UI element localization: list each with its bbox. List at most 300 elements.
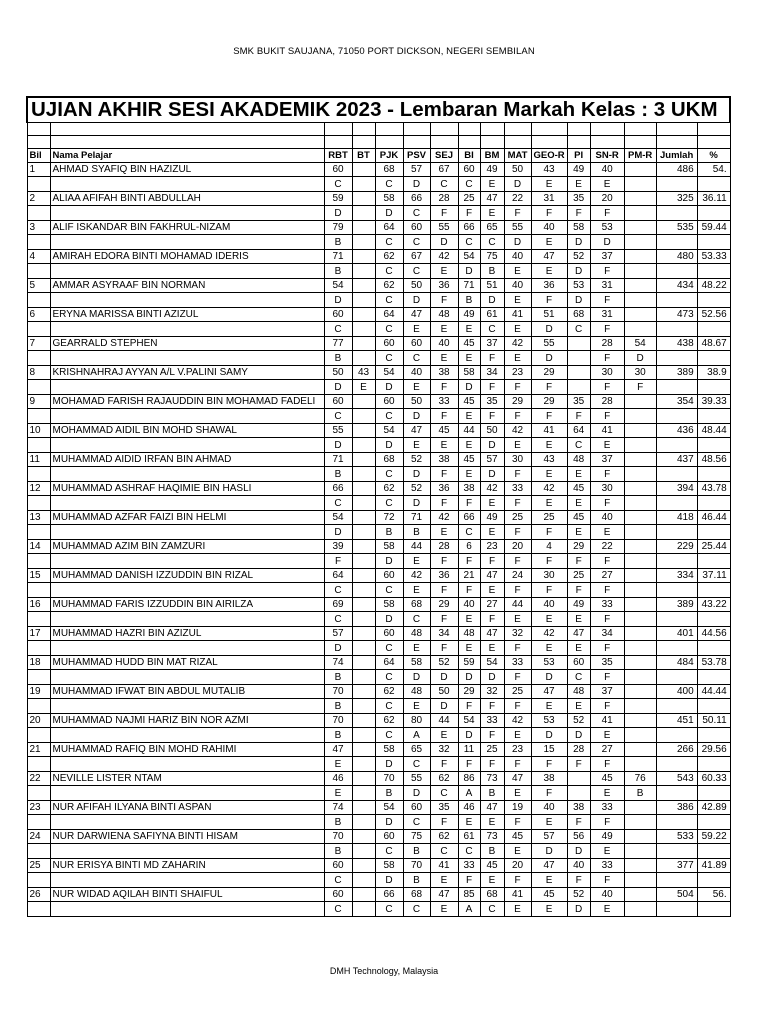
percentage: 44.44 (697, 685, 730, 699)
sheet-title: UJIAN AKHIR SESI AKADEMIK 2023 - Lembaran Markah Kelas : 3 UKM (27, 97, 730, 123)
subject-grade: D (624, 351, 656, 366)
subject-mark: 57 (480, 453, 504, 467)
subject-grade (624, 438, 656, 453)
subject-mark: 66 (403, 192, 430, 206)
subject-grade: D (567, 293, 590, 308)
subject-mark: 55 (430, 221, 458, 235)
subject-grade (352, 351, 375, 366)
student-number: 3 (27, 221, 50, 235)
subject-grade (697, 409, 730, 424)
subject-mark: 33 (458, 859, 480, 873)
subject-mark (624, 308, 656, 322)
subject-grade (656, 438, 697, 453)
subject-mark (352, 395, 375, 409)
subject-grade (656, 525, 697, 540)
subject-mark: 58 (458, 366, 480, 380)
subject-grade (656, 380, 697, 395)
total-mark: 437 (656, 453, 697, 467)
subject-grade: D (531, 844, 567, 859)
student-grades-row (27, 438, 730, 453)
subject-grade: C (403, 264, 430, 279)
subject-mark: 37 (590, 685, 624, 699)
subject-mark: 36 (430, 482, 458, 496)
subject-mark: 47 (567, 627, 590, 641)
subject-grade: C (567, 438, 590, 453)
subject-mark: 21 (458, 569, 480, 583)
subject-mark: 76 (624, 772, 656, 786)
subject-grade: E (504, 902, 531, 917)
subject-mark: 48 (403, 627, 430, 641)
subject-grade: F (480, 612, 504, 627)
subject-grade (697, 844, 730, 859)
subject-mark: 64 (375, 308, 403, 322)
subject-mark: 33 (480, 714, 504, 728)
subject-grade (656, 206, 697, 221)
subject-grade: E (403, 322, 430, 337)
subject-grade: D (567, 728, 590, 743)
column-header: Bil (27, 149, 50, 163)
subject-grade: E (590, 728, 624, 743)
subject-mark: 11 (458, 743, 480, 757)
subject-mark: 57 (403, 163, 430, 177)
percentage: 38.9 (697, 366, 730, 380)
subject-mark: 40 (504, 250, 531, 264)
subject-grade (352, 612, 375, 627)
empty-cell (50, 496, 324, 511)
total-mark: 334 (656, 569, 697, 583)
subject-mark: 60 (375, 830, 403, 844)
subject-mark: 73 (480, 830, 504, 844)
subject-mark: 40 (403, 366, 430, 380)
student-marks-row (27, 279, 730, 293)
subject-grade: D (458, 380, 480, 395)
subject-grade: C (375, 641, 403, 656)
marks-sheet-table (26, 96, 731, 917)
column-header: PI (567, 149, 590, 163)
subject-mark (624, 859, 656, 873)
subject-grade: E (403, 583, 430, 598)
subject-grade: F (590, 641, 624, 656)
subject-mark: 41 (531, 424, 567, 438)
subject-mark: 62 (430, 772, 458, 786)
student-grades-row (27, 264, 730, 279)
subject-mark (624, 743, 656, 757)
student-grades-row (27, 525, 730, 540)
subject-grade: F (567, 554, 590, 569)
subject-mark: 40 (430, 337, 458, 351)
subject-mark: 55 (324, 424, 352, 438)
subject-grade (697, 293, 730, 308)
subject-mark: 34 (480, 366, 504, 380)
subject-grade (624, 699, 656, 714)
subject-mark: 42 (480, 482, 504, 496)
subject-grade: D (458, 264, 480, 279)
subject-grade: F (531, 583, 567, 598)
subject-grade: F (504, 409, 531, 424)
subject-grade: F (590, 612, 624, 627)
subject-grade: D (567, 844, 590, 859)
subject-grade: C (324, 322, 352, 337)
subject-grade (697, 873, 730, 888)
subject-grade: E (480, 583, 504, 598)
subject-mark: 40 (590, 511, 624, 525)
subject-mark: 33 (504, 656, 531, 670)
subject-grade (697, 612, 730, 627)
subject-mark: 68 (375, 453, 403, 467)
student-marks-row (27, 395, 730, 409)
subject-grade: E (531, 815, 567, 830)
subject-grade: D (480, 467, 504, 482)
student-number: 8 (27, 366, 50, 380)
subject-mark: 65 (480, 221, 504, 235)
subject-grade: C (375, 293, 403, 308)
subject-grade: E (458, 641, 480, 656)
student-number: 4 (27, 250, 50, 264)
subject-grade: F (624, 380, 656, 395)
subject-grade: F (480, 699, 504, 714)
student-grades-row (27, 583, 730, 598)
subject-grade: F (531, 293, 567, 308)
subject-grade (697, 902, 730, 917)
subject-mark: 62 (375, 250, 403, 264)
subject-mark: 47 (403, 424, 430, 438)
total-mark: 484 (656, 656, 697, 670)
empty-cell (27, 496, 50, 511)
subject-grade (697, 206, 730, 221)
subject-mark: 45 (458, 453, 480, 467)
empty-cell (50, 757, 324, 772)
subject-mark: 70 (324, 830, 352, 844)
total-mark: 473 (656, 308, 697, 322)
subject-mark (352, 192, 375, 206)
empty-cell (27, 351, 50, 366)
subject-mark: 62 (375, 714, 403, 728)
empty-cell (50, 380, 324, 395)
student-name: AMIRAH EDORA BINTI MOHAMAD IDERIS (50, 250, 324, 264)
subject-grade: E (531, 612, 567, 627)
student-marks-row (27, 656, 730, 670)
subject-mark (352, 743, 375, 757)
subject-grade (697, 554, 730, 569)
subject-grade (656, 786, 697, 801)
subject-mark: 60 (375, 627, 403, 641)
subject-grade: F (567, 757, 590, 772)
subject-mark: 73 (480, 772, 504, 786)
student-number: 17 (27, 627, 50, 641)
student-grades-row (27, 699, 730, 714)
subject-grade: B (403, 873, 430, 888)
subject-grade: C (324, 873, 352, 888)
student-name: MUHAMMAD HUDD BIN MAT RIZAL (50, 656, 324, 670)
subject-mark: 30 (531, 569, 567, 583)
subject-mark: 60 (375, 569, 403, 583)
subject-mark: 58 (375, 540, 403, 554)
student-grades-row (27, 351, 730, 366)
student-grades-row (27, 786, 730, 801)
student-grades-row (27, 380, 730, 395)
subject-mark: 35 (567, 192, 590, 206)
subject-mark (624, 714, 656, 728)
subject-grade: E (590, 438, 624, 453)
subject-grade: F (590, 380, 624, 395)
subject-mark: 67 (403, 250, 430, 264)
school-address: SMK BUKIT SAUJANA, 71050 PORT DICKSON, NEGERI SEMBILAN (233, 46, 535, 57)
subject-mark: 38 (531, 772, 567, 786)
subject-mark: 29 (458, 685, 480, 699)
subject-mark: 53 (531, 656, 567, 670)
subject-mark: 85 (458, 888, 480, 902)
subject-grade: E (324, 786, 352, 801)
subject-grade: B (324, 235, 352, 250)
subject-mark (352, 453, 375, 467)
subject-mark: 62 (375, 685, 403, 699)
subject-grade: D (480, 670, 504, 685)
student-number: 18 (27, 656, 50, 670)
student-name: GEARRALD STEPHEN (50, 337, 324, 351)
subject-mark (624, 250, 656, 264)
subject-mark: 58 (375, 743, 403, 757)
subject-grade (697, 351, 730, 366)
subject-grade: D (403, 496, 430, 511)
subject-grade: D (480, 293, 504, 308)
subject-grade (624, 322, 656, 337)
student-number: 6 (27, 308, 50, 322)
subject-grade: C (324, 583, 352, 598)
subject-mark: 44 (403, 540, 430, 554)
subject-mark: 47 (531, 859, 567, 873)
footer-credit: DMH Technology, Malaysia (329, 966, 439, 976)
subject-mark: 61 (480, 308, 504, 322)
subject-grade: E (504, 293, 531, 308)
total-mark: 480 (656, 250, 697, 264)
subject-mark: 60 (375, 395, 403, 409)
empty-cell (50, 815, 324, 830)
total-mark: 325 (656, 192, 697, 206)
subject-grade: D (567, 264, 590, 279)
subject-mark (624, 685, 656, 699)
student-grades-row (27, 815, 730, 830)
subject-grade (697, 583, 730, 598)
subject-grade (352, 206, 375, 221)
subject-grade: D (375, 873, 403, 888)
student-number: 14 (27, 540, 50, 554)
subject-grade: E (567, 467, 590, 482)
subject-mark (352, 598, 375, 612)
subject-mark (624, 279, 656, 293)
subject-grade: C (324, 902, 352, 917)
subject-mark: 58 (375, 192, 403, 206)
total-mark: 535 (656, 221, 697, 235)
subject-mark: 25 (504, 511, 531, 525)
subject-mark: 30 (590, 482, 624, 496)
subject-mark: 51 (480, 279, 504, 293)
empty-cell (50, 177, 324, 192)
empty-cell (50, 467, 324, 482)
subject-mark: 40 (567, 859, 590, 873)
student-marks-row (27, 366, 730, 380)
subject-mark: 54 (480, 656, 504, 670)
subject-grade: F (504, 583, 531, 598)
total-mark: 434 (656, 279, 697, 293)
subject-mark: 42 (504, 714, 531, 728)
subject-grade: F (567, 206, 590, 221)
subject-grade: D (375, 815, 403, 830)
subject-mark: 57 (324, 627, 352, 641)
subject-grade (624, 525, 656, 540)
student-marks-row (27, 627, 730, 641)
subject-grade (624, 728, 656, 743)
subject-mark: 60 (458, 163, 480, 177)
student-name: ALIAA AFIFAH BINTI ABDULLAH (50, 192, 324, 206)
subject-grade (656, 670, 697, 685)
subject-grade: F (430, 496, 458, 511)
subject-mark: 58 (567, 221, 590, 235)
subject-grade: E (590, 844, 624, 859)
subject-mark: 52 (403, 453, 430, 467)
subject-grade: B (624, 786, 656, 801)
student-marks-row (27, 221, 730, 235)
subject-mark: 23 (480, 540, 504, 554)
subject-grade: C (375, 177, 403, 192)
subject-mark: 47 (480, 801, 504, 815)
subject-grade (352, 264, 375, 279)
subject-grade: F (430, 757, 458, 772)
column-header: RBT (324, 149, 352, 163)
percentage: 48.67 (697, 337, 730, 351)
subject-grade (352, 525, 375, 540)
student-marks-row (27, 308, 730, 322)
subject-mark: 44 (458, 424, 480, 438)
subject-grade: E (458, 351, 480, 366)
subject-mark (352, 772, 375, 786)
subject-mark: 45 (480, 859, 504, 873)
subject-mark: 64 (375, 221, 403, 235)
student-grades-row (27, 641, 730, 656)
subject-grade: F (430, 206, 458, 221)
student-marks-row (27, 163, 730, 177)
subject-grade (624, 409, 656, 424)
empty-cell (27, 815, 50, 830)
subject-grade: F (430, 612, 458, 627)
subject-mark: 43 (531, 453, 567, 467)
blank-row (27, 123, 730, 136)
subject-mark: 42 (403, 569, 430, 583)
subject-grade: F (504, 380, 531, 395)
subject-grade (624, 496, 656, 511)
empty-cell (50, 844, 324, 859)
subject-mark: 69 (324, 598, 352, 612)
subject-grade: E (352, 380, 375, 395)
subject-mark: 60 (403, 801, 430, 815)
subject-mark: 23 (504, 366, 531, 380)
subject-mark: 60 (324, 308, 352, 322)
subject-mark (352, 685, 375, 699)
subject-grade: D (531, 670, 567, 685)
subject-grade: C (567, 322, 590, 337)
subject-grade: E (531, 438, 567, 453)
subject-grade: A (458, 902, 480, 917)
subject-grade: F (504, 670, 531, 685)
subject-mark: 54 (458, 714, 480, 728)
subject-mark (352, 511, 375, 525)
percentage: 25.44 (697, 540, 730, 554)
subject-grade: F (504, 206, 531, 221)
subject-mark: 47 (504, 772, 531, 786)
student-grades-row (27, 873, 730, 888)
subject-grade (656, 351, 697, 366)
student-marks-row (27, 569, 730, 583)
subject-grade: E (458, 322, 480, 337)
subject-grade: F (480, 554, 504, 569)
subject-mark: 41 (590, 424, 624, 438)
subject-grade: C (430, 786, 458, 801)
student-grades-row (27, 670, 730, 685)
subject-grade (656, 641, 697, 656)
blank-row (27, 136, 730, 149)
subject-grade (624, 264, 656, 279)
subject-mark: 47 (480, 192, 504, 206)
subject-mark: 59 (458, 656, 480, 670)
student-name: ALIF ISKANDAR BIN FAKHRUL-NIZAM (50, 221, 324, 235)
subject-mark: 33 (504, 482, 531, 496)
subject-grade: C (375, 467, 403, 482)
subject-grade: F (567, 409, 590, 424)
empty-cell (27, 612, 50, 627)
subject-mark: 28 (567, 743, 590, 757)
title-row (27, 97, 730, 123)
column-header: Nama Pelajar (50, 149, 324, 163)
empty-cell (50, 670, 324, 685)
subject-grade: E (324, 757, 352, 772)
subject-mark: 53 (567, 279, 590, 293)
subject-grade: E (480, 641, 504, 656)
subject-grade (656, 612, 697, 627)
column-header: BI (458, 149, 480, 163)
subject-mark: 37 (480, 337, 504, 351)
subject-mark (624, 511, 656, 525)
subject-mark: 70 (375, 772, 403, 786)
subject-grade: D (403, 786, 430, 801)
subject-grade: F (531, 206, 567, 221)
subject-grade (624, 612, 656, 627)
subject-grade (352, 641, 375, 656)
subject-mark: 31 (590, 308, 624, 322)
subject-grade: F (430, 380, 458, 395)
subject-mark (624, 424, 656, 438)
subject-grade: C (458, 525, 480, 540)
subject-mark: 66 (375, 888, 403, 902)
empty-cell (27, 438, 50, 453)
percentage: 53.78 (697, 656, 730, 670)
subject-mark: 44 (430, 714, 458, 728)
percentage: 60.33 (697, 772, 730, 786)
subject-mark: 65 (403, 743, 430, 757)
subject-mark: 30 (624, 366, 656, 380)
subject-mark: 47 (531, 250, 567, 264)
subject-grade: D (324, 206, 352, 221)
student-marks-row (27, 250, 730, 264)
subject-grade: D (375, 438, 403, 453)
subject-grade: F (590, 293, 624, 308)
subject-mark: 40 (590, 888, 624, 902)
student-number: 12 (27, 482, 50, 496)
subject-mark: 29 (531, 395, 567, 409)
subject-grade: F (324, 554, 352, 569)
percentage: 59.22 (697, 830, 730, 844)
subject-grade: F (590, 815, 624, 830)
subject-grade: F (590, 409, 624, 424)
subject-grade: E (403, 554, 430, 569)
